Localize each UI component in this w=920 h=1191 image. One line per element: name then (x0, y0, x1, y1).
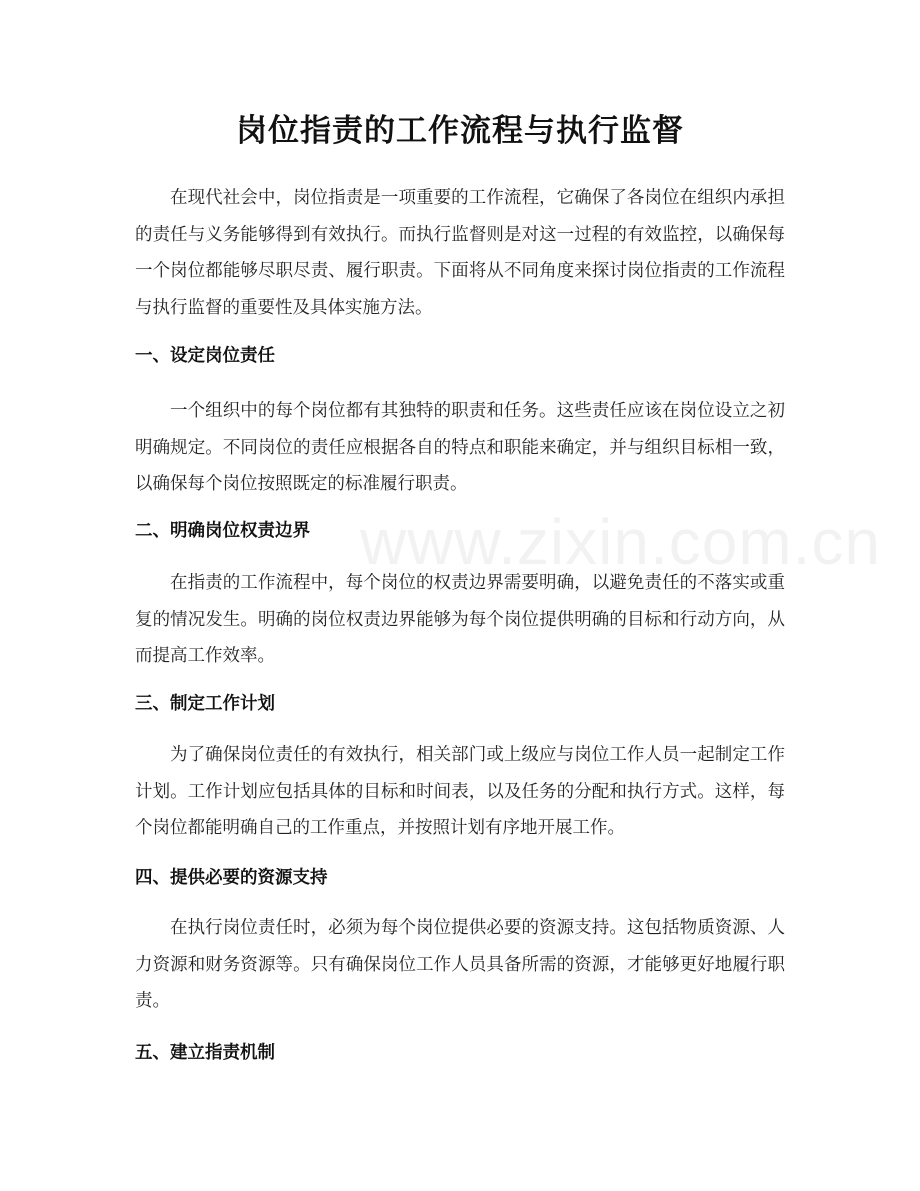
section-heading-5: 五、建立指责机制 (135, 1043, 275, 1063)
section-heading-1: 一、设定岗位责任 (135, 346, 275, 366)
watermark: www.zixin.com.cn (360, 506, 881, 578)
intro-paragraph: 在现代社会中，岗位指责是一项重要的工作流程，它确保了各岗位在组织内承担的责任与义务能够得到有效执行。而执行监督则是对这一过程的有效监控，以确保每一个岗位都能够尽职尽责、履行职责。下面将从不同角度来探讨岗位指责的工作流程与执行监督的重要性及具体实施方法。 (135, 188, 785, 318)
section-heading-2: 二、明确岗位权责边界 (135, 521, 310, 541)
section-body-4: 在执行岗位责任时，必须为每个岗位提供必要的资源支持。这包括物质资源、人力资源和财务资源等。只有确保岗位工作人员具备所需的资源，才能够更好地履行职责。 (135, 918, 785, 1011)
document-title: 岗位指责的工作流程与执行监督 (236, 113, 684, 149)
section-heading-3: 三、制定工作计划 (135, 694, 275, 714)
section-body-3: 为了确保岗位责任的有效执行，相关部门或上级应与岗位工作人员一起制定工作计划。工作计划应包括具体的目标和时间表，以及任务的分配和执行方式。这样，每个岗位都能明确自己的工作重点，并按照计划有序地开展工作。 (135, 745, 785, 838)
section-heading-4: 四、提供必要的资源支持 (135, 868, 328, 888)
section-body-2: 在指责的工作流程中，每个岗位的权责边界需要明确，以避免责任的不落实或重复的情况发生。明确的岗位权责边界能够为每个岗位提供明确的目标和行动方向，从而提高工作效率。 (135, 573, 785, 666)
section-body-1: 一个组织中的每个岗位都有其独特的职责和任务。这些责任应该在岗位设立之初明确规定。不同岗位的责任应根据各自的特点和职能来确定，并与组织目标相一致，以确保每个岗位按照既定的标准履行职责。 (135, 401, 785, 494)
